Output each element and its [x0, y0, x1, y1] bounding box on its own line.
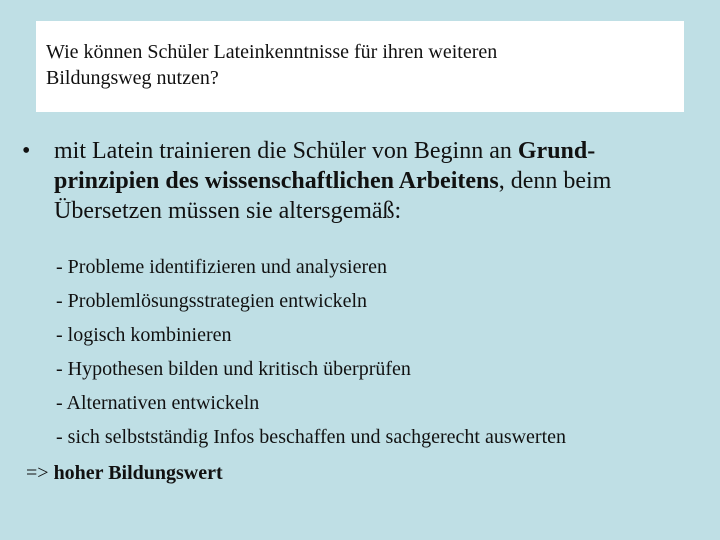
slide-title-line-1: Wie können Schüler Lateinkenntnisse für ihren weiteren	[46, 41, 498, 63]
slide-title	[46, 39, 674, 91]
list-item: - Problemlösungsstrategien entwickeln	[56, 290, 368, 312]
main-bullet	[22, 136, 702, 226]
list-item: - logisch kombinieren	[56, 324, 232, 346]
slide-title-box	[36, 21, 684, 112]
list-item: - Alternativen entwickeln	[56, 392, 260, 414]
conclusion-text: hoher Bildungswert	[53, 462, 223, 484]
slide-title-line-2: Bildungsweg nutzen?	[46, 67, 219, 89]
bullet-text-intro: mit Latein trainieren die Schüler von Beginn an	[54, 138, 518, 164]
list-item: - sich selbstständig Infos beschaffen und sachgerecht auswerten	[56, 426, 567, 448]
skills-list	[56, 250, 696, 454]
bullet-text-bold: Grund-prinzipien des wissenschaftlichen Arbeitens	[54, 138, 596, 194]
bullet-dot: •	[22, 138, 31, 164]
list-item: - Hypothesen bilden und kritisch überprüfen	[56, 358, 411, 380]
conclusion-line	[26, 458, 223, 488]
list-item: - Probleme identifizieren und analysieren	[56, 256, 387, 278]
bullet-text-outro: , denn beim Übersetzen müssen sie altersgemäß:	[54, 168, 612, 224]
conclusion-arrow: =>	[26, 462, 49, 484]
bullet-text	[54, 136, 694, 226]
